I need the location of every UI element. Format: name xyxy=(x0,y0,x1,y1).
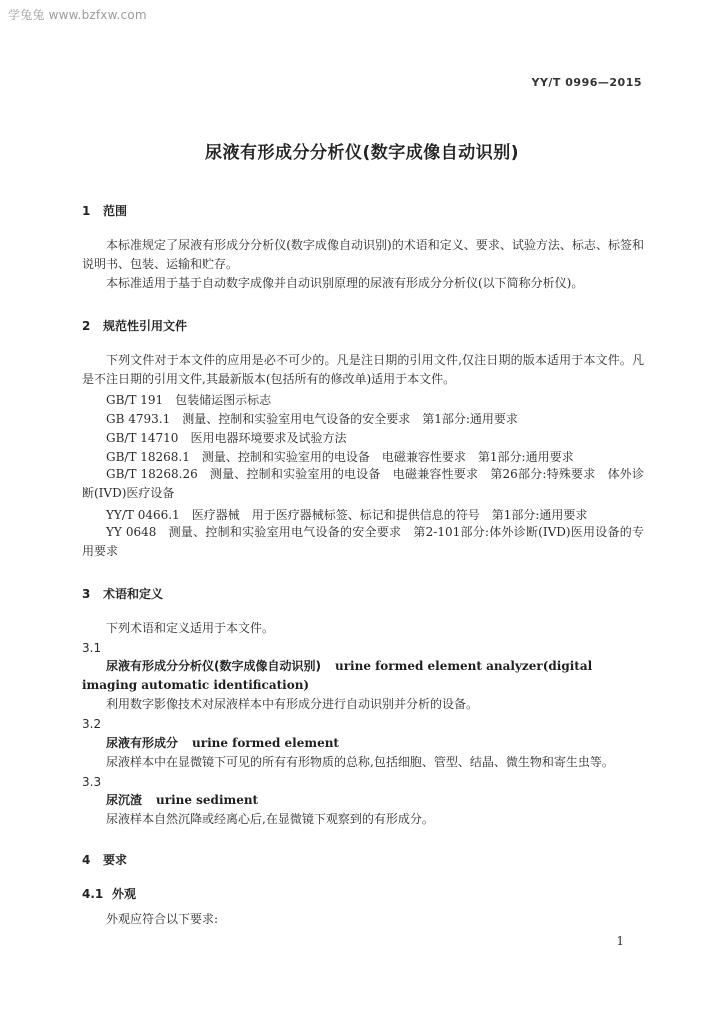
reference-title: 包装储运图示标志 xyxy=(175,393,272,407)
section-title: 外观 xyxy=(112,887,137,901)
section-number: 4 xyxy=(82,853,91,867)
section-heading-scope xyxy=(82,202,127,219)
term-heading xyxy=(82,791,644,810)
reference-item xyxy=(106,391,271,408)
term-number: 3.1 xyxy=(82,641,102,655)
reference-item xyxy=(82,465,644,503)
section-heading-terms xyxy=(82,585,163,602)
reference-code: GB/T 191 xyxy=(106,393,164,407)
reference-code: GB/T 18268.26 xyxy=(106,467,198,481)
term-definition: 利用数字影像技术对尿液样本中有形成分进行自动识别并分析的设备。 xyxy=(106,697,479,711)
section-number: 4.1 xyxy=(82,887,104,901)
normative-intro: 下列文件对于本文件的应用是必不可少的。凡是注日期的引用文件,仅注日期的版本适用于本文件。凡是不注日期的引用文件,其最新版本(包括所有的修改单)适用于本文件。 xyxy=(82,353,644,386)
section-heading-normative xyxy=(82,317,187,334)
scope-paragraph-2: 本标准适用于基于自动数字成像并自动识别原理的尿液有形成分分析仪(以下简称分析仪)。 xyxy=(106,276,584,290)
term-chinese: 尿液有形成分 xyxy=(106,736,179,750)
term-english: urine sediment xyxy=(156,793,259,807)
reference-title: 测量、控制和实验室用的电设备 电磁兼容性要求 第1部分:通用要求 xyxy=(201,450,574,464)
term-number: 3.3 xyxy=(82,775,102,789)
term-english: urine formed element xyxy=(192,736,339,750)
reference-item xyxy=(106,448,574,465)
subsection-heading-appearance xyxy=(82,885,136,902)
term-chinese: 尿沉渣 xyxy=(106,793,143,807)
standard-code: YY/T 0996—2015 xyxy=(531,76,642,89)
term-heading xyxy=(82,734,644,753)
term-number: 3.2 xyxy=(82,717,102,731)
reference-item xyxy=(106,506,587,523)
section-title: 规范性引用文件 xyxy=(103,319,188,333)
appearance-intro: 外观应符合以下要求: xyxy=(106,912,219,926)
scope-paragraph-1: 本标准规定了尿液有形成分分析仪(数字成像自动识别)的术语和定义、要求、试验方法、标志、标签和说明书、包装、运输和贮存。 xyxy=(82,238,644,271)
reference-item xyxy=(106,410,518,427)
reference-code: GB 4793.1 xyxy=(106,412,171,426)
reference-code: GB/T 18268.1 xyxy=(106,450,190,464)
term-english: urine formed element analyzer(digital imaging automatic identification) xyxy=(82,659,593,692)
reference-code: YY 0648 xyxy=(106,525,157,539)
term-definition: 尿液样本自然沉降或经离心后,在显微镜下观察到的有形成分。 xyxy=(106,812,434,826)
section-title: 范围 xyxy=(103,204,128,218)
reference-title: 医疗器械 用于医疗器械标签、标记和提供信息的符号 第1部分:通用要求 xyxy=(191,508,588,522)
reference-code: YY/T 0466.1 xyxy=(106,508,180,522)
reference-title: 测量、控制和实验室用电气设备的安全要求 第1部分:通用要求 xyxy=(182,412,518,426)
reference-item xyxy=(82,523,644,561)
section-number: 1 xyxy=(82,204,91,218)
section-heading-requirements xyxy=(82,851,127,868)
term-heading xyxy=(82,657,644,695)
reference-item xyxy=(106,429,346,446)
section-title: 术语和定义 xyxy=(103,587,164,601)
term-chinese: 尿液有形成分分析仪(数字成像自动识别) xyxy=(106,659,321,673)
watermark: 学兔兔 www.bzfxw.com xyxy=(8,8,147,22)
reference-code: GB/T 14710 xyxy=(106,431,179,445)
term-definition: 尿液样本中在显微镜下可见的所有有形物质的总称,包括细胞、管型、结晶、微生物和寄生虫等。 xyxy=(106,755,614,769)
terms-intro: 下列术语和定义适用于本文件。 xyxy=(106,621,275,635)
reference-title: 测量、控制和实验室用电气设备的安全要求 第2-101部分:体外诊断(IVD)医用设备的专用要求 xyxy=(82,525,644,558)
reference-title: 医用电器环境要求及试验方法 xyxy=(190,431,347,445)
section-number: 2 xyxy=(82,319,91,333)
document-title: 尿液有形成分分析仪(数字成像自动识别) xyxy=(204,143,520,163)
section-title: 要求 xyxy=(103,853,128,867)
reference-title: 测量、控制和实验室用的电设备 电磁兼容性要求 第26部分:特殊要求 体外诊断(IVD)医疗设备 xyxy=(82,467,644,500)
page-number: 1 xyxy=(616,934,624,948)
section-number: 3 xyxy=(82,587,91,601)
